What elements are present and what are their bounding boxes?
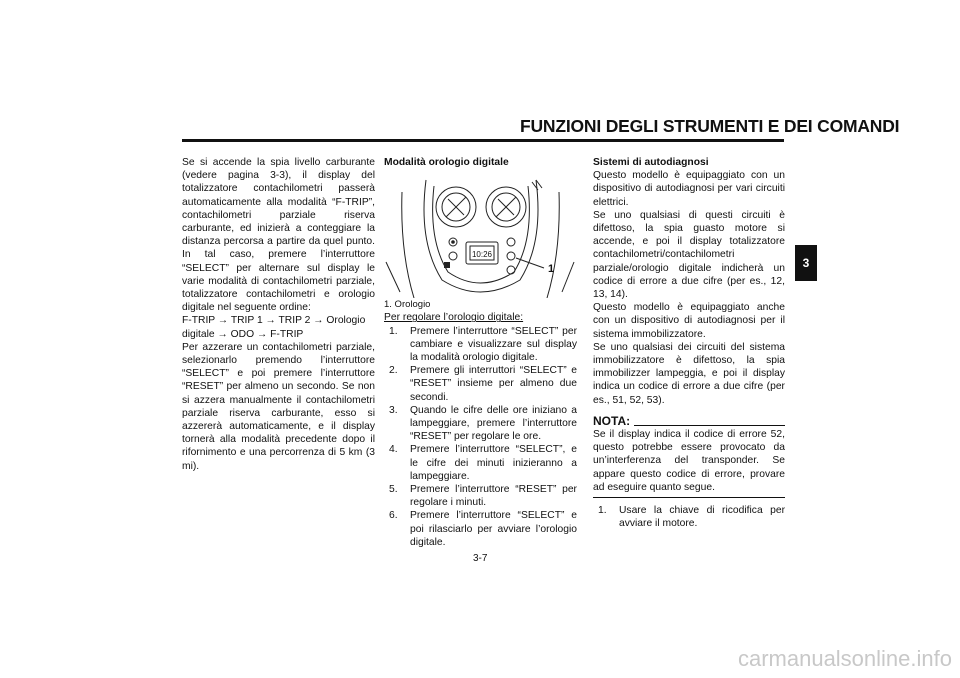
paragraph: Questo modello è equipaggiato anche con un dispositivo di autodiagnosi per il sistema immobilizzatore.	[593, 302, 785, 340]
footer-watermark: carmanualsonline.info	[737, 646, 952, 671]
paragraph: Se si accende la spia livello carburante (vedere pagina 3-3), il display del totalizzatore contachilometri passerà automaticamente alla modalità “F-TRIP”, contachilometri parziale riserva carburante, ed inizierà a conteggiare la distanza percorsa a partire da quel punto. In tal caso, premere l’interruttore “SELECT” per alternare sul display le varie modalità di contachilometri parziale, totalizzatore contachilometri e orologio digitale nel seguente ordine:	[182, 157, 375, 314]
note-heading	[593, 415, 785, 428]
list-item: 1. Usare la chiave di ricodifica per avviare il motore.	[598, 505, 785, 530]
list-item: 1. Premere l’interruttore “SELECT” per cambiare e visualizzare sul display la modalità orologio digitale.	[389, 325, 577, 364]
column-3	[593, 156, 785, 530]
list-item: 4. Premere l’interruttore “SELECT”, e le cifre dei minuti inizieranno a lampeggiare.	[389, 444, 577, 482]
list-item: 6. Premere l’interruttore “SELECT” e poi rilasciarlo per avviare l’orologio digitale.	[389, 510, 577, 548]
clock-illustration	[384, 172, 577, 298]
list-item: 5. Premere l’interruttore “RESET” per regolare i minuti.	[389, 484, 577, 509]
mode-sequence: F-TRIP → TRIP 1 → TRIP 2 → Orologio digitale → ODO → F-TRIP	[182, 315, 366, 340]
section-heading: Sistemi di autodiagnosi	[593, 157, 709, 168]
paragraph: Questo modello è equipaggiato con un dispositivo di autodiagnosi per vari circuiti elettrici.	[593, 170, 785, 208]
column-2	[384, 156, 577, 549]
paragraph: Se uno qualsiasi di questi circuiti è difettoso, la spia guasto motore si accende, e poi il display totalizzatore contachilometri/contachilometri parziale/orologio digitale indicherà un codice di errore a due cifre (per es., 12, 13, 14).	[593, 209, 785, 301]
callout-number: 1	[548, 263, 555, 276]
title-rule	[182, 139, 784, 142]
note-end-rule	[593, 497, 785, 498]
note-rule	[634, 425, 785, 426]
figure-caption: 1. Orologio	[384, 299, 431, 311]
procedure-list	[384, 325, 577, 549]
procedure-heading: Per regolare l’orologio digitale:	[384, 312, 524, 324]
procedure-list	[593, 504, 785, 530]
paragraph: Se uno qualsiasi dei circuiti del sistema immobilizzatore è difettoso, la spia immobilizzer lampeggia, e poi il display indica un codice di errore a due cifre (per es., 51, 52, 53).	[593, 341, 785, 406]
page-title: FUNZIONI DEGLI STRUMENTI E DEI COMANDI	[520, 116, 900, 136]
section-heading: Modalità orologio digitale	[384, 157, 509, 168]
note-label: NOTA:	[593, 413, 631, 428]
column-1	[182, 156, 375, 473]
page-number: 3-7	[473, 553, 488, 564]
note-text: Se il display indica il codice di errore 52, questo potrebbe essere provocato da un’interferenza del transponder. Se appare questo codice di errore, provare ad eseguire quanto segue.	[593, 429, 785, 493]
paragraph: Per azzerare un contachilometri parziale, selezionarlo premendo l’interruttore “SELECT” e poi premere l’interruttore “RESET” per almeno un secondo. Se non si azzera manualmente il contachilometri parziale riserva carburante, esso si azzererà automaticamente, e il display tornerà alla modalità precedente dopo il rifornimento e una percorrenza di 5 km (3 mi).	[182, 341, 375, 472]
list-item: 2. Premere gli interruttori “SELECT” e “RESET” insieme per almeno due secondi.	[389, 365, 577, 403]
clock-display-text: 10:26	[471, 250, 493, 260]
list-item: 3. Quando le cifre delle ore iniziano a lampeggiare, premere l’interruttore “RESET” per regolare le ore.	[389, 404, 577, 443]
chapter-tab: 3	[795, 245, 817, 281]
instrument-cluster-drawing	[384, 172, 577, 298]
